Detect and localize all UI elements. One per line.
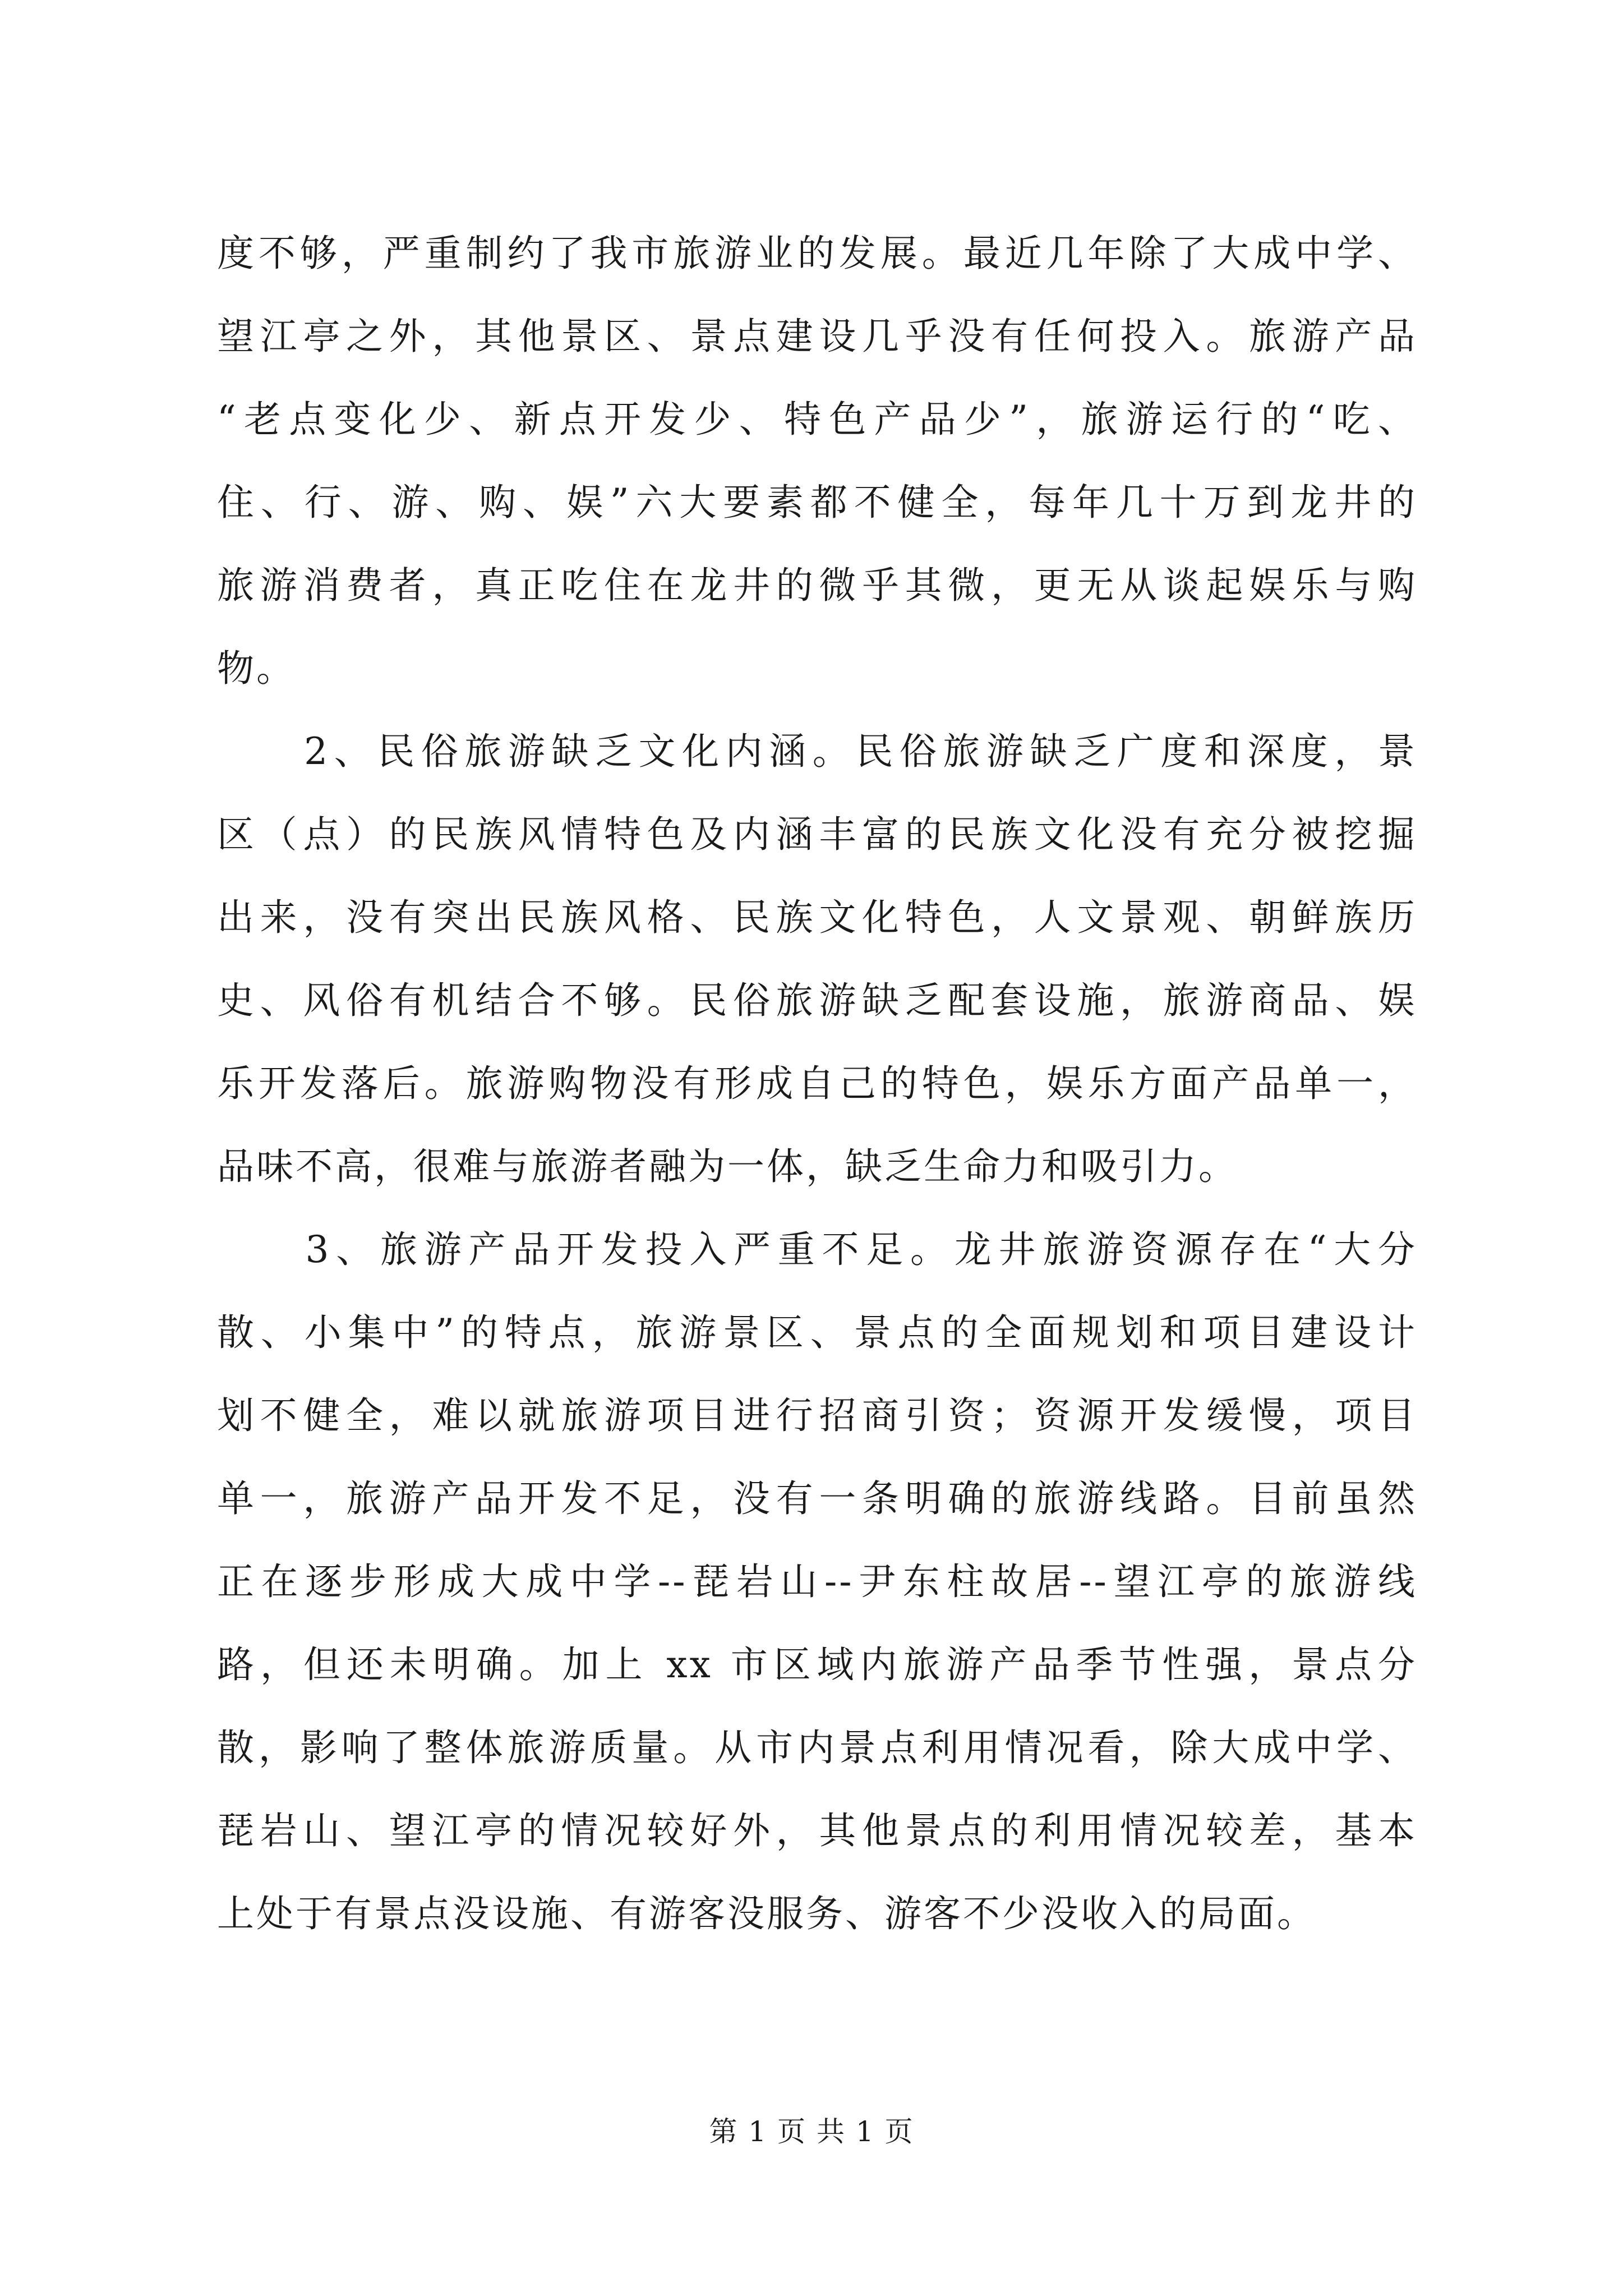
text-line: 品味不高，很难与旅游者融为一体，缺乏生命力和吸引力。 [217,1145,1238,1188]
text-line: 物。 [217,647,296,690]
text-line: 旅游消费者，真正吃住在龙井的微乎其微，更无从谈起娱乐与购 [217,564,1417,607]
text-line: 度不够，严重制约了我市旅游业的发展。最近几年除了大成中学、 [217,232,1417,275]
text-line: 路，但还未明确。加上 xx 市区域内旅游产品季节性强，景点分 [217,1643,1417,1686]
page-footer: 第 1 页 共 1 页 [709,2115,914,2148]
text-line: 3、旅游产品开发投入严重不足。龙井旅游资源存在“大分 [217,1228,1417,1271]
text-line: 散、小集中”的特点，旅游景区、景点的全面规划和项目建设计 [217,1311,1417,1354]
text-line: 2、民俗旅游缺乏文化内涵。民俗旅游缺乏广度和深度，景 [217,730,1417,773]
text-line: 出来，没有突出民族风格、民族文化特色，人文景观、朝鲜族历 [217,896,1417,939]
text-line: 住、行、游、购、娱”六大要素都不健全，每年几十万到龙井的 [217,481,1417,524]
text-line: 史、风俗有机结合不够。民俗旅游缺乏配套设施，旅游商品、娱 [217,979,1417,1022]
text-line: 正在逐步形成大成中学--琵岩山--尹东柱故居--望江亭的旅游线 [217,1560,1417,1603]
text-line: 区（点）的民族风情特色及内涵丰富的民族文化没有充分被挖掘 [217,813,1417,856]
text-line: 望江亭之外，其他景区、景点建设几乎没有任何投入。旅游产品 [217,315,1417,358]
text-line: 琵岩山、望江亭的情况较好外，其他景点的利用情况较差，基本 [217,1809,1417,1852]
text-line: 上处于有景点没设施、有游客没服务、游客不少没收入的局面。 [217,1892,1316,1935]
document-body [217,212,1417,1955]
text-line: 散，影响了整体旅游质量。从市内景点利用情况看，除大成中学、 [217,1726,1417,1769]
text-line: 划不健全，难以就旅游项目进行招商引资；资源开发缓慢，项目 [217,1394,1417,1437]
text-line: 单一，旅游产品开发不足，没有一条明确的旅游线路。目前虽然 [217,1477,1417,1520]
text-line: 乐开发落后。旅游购物没有形成自己的特色，娱乐方面产品单一， [217,1062,1417,1105]
text-line: “老点变化少、新点开发少、特色产品少”，旅游运行的“吃、 [217,398,1417,441]
